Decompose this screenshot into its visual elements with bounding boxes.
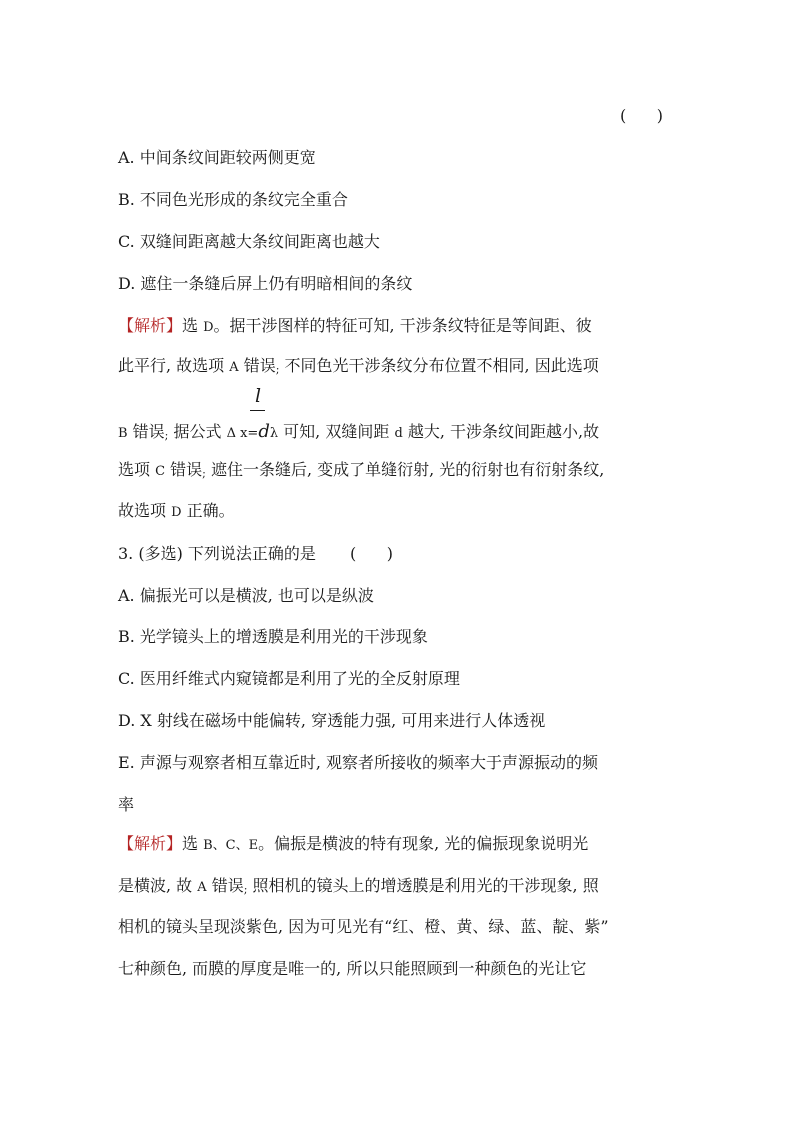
q3-option-a: A. 偏振光可以是横波, 也可以是纵波 (118, 586, 374, 605)
q2-analysis-line-2: 此平行, 故选项 A 错误; 不同色光干涉条纹分布位置不相同, 因此选项 (118, 356, 599, 376)
q2-option-b: B. 不同色光形成的条纹完全重合 (118, 190, 348, 209)
formula-fraction-bar (250, 410, 265, 411)
q3-option-c: C. 医用纤维式内窥镜都是利用了光的全反射原理 (118, 669, 460, 688)
q3-option-b: B. 光学镜头上的增透膜是利用光的干涉现象 (118, 627, 428, 646)
q3-stem: 3. (多选) 下列说法正确的是 ( ) (118, 544, 393, 563)
q2-option-d: D. 遮住一条缝后屏上仍有明暗相间的条纹 (118, 274, 413, 293)
q3-option-e-line-1: E. 声源与观察者相互靠近时, 观察者所接收的频率大于声源振动的频 (118, 753, 599, 772)
q3-analysis-line-2: 是横波, 故 A 错误; 照相机的镜头上的增透膜是利用光的干涉现象, 照 (118, 876, 599, 896)
q2-option-a: A. 中间条纹间距较两侧更宽 (118, 148, 316, 167)
formula-denominator: d (258, 421, 270, 442)
answer-letter: B、C、E (203, 838, 259, 853)
q2-option-c: C. 双缝间距离越大条纹间距离也越大 (118, 232, 380, 251)
q2-analysis-line-3: B 错误; 据公式 Δ x=dλ 可知, 双缝间距 d 越大, 干涉条纹间距越小,故 (118, 421, 600, 442)
q2-analysis-line-5: 故选项 D 正确。 (118, 501, 235, 520)
q2-analysis-line-4: 选项 C 错误; 遮住一条缝后, 变成了单缝衍射, 光的衍射也有衍射条纹, (118, 460, 605, 480)
q3-analysis-line-1: 【解析】选 B、C、E。偏振是横波的特有现象, 光的偏振现象说明光 (118, 834, 589, 853)
q3-option-e-line-2: 率 (118, 795, 135, 814)
formula-numerator: l (255, 385, 262, 407)
analysis-tag: 【解析】 (118, 316, 183, 335)
answer-letter: D (203, 320, 214, 335)
formula-lambda: λ (269, 426, 279, 441)
q3-answer-bracket: ( ) (349, 544, 393, 563)
answer-bracket: ( ) (620, 106, 663, 125)
q3-analysis-line-3: 相机的镜头呈现淡紫色, 因为可见光有“红、橙、黄、绿、蓝、靛、紫” (118, 917, 609, 936)
analysis-tag: 【解析】 (118, 834, 183, 853)
q2-analysis-line-1: 【解析】选 D。据干涉图样的特征可知, 干涉条纹特征是等间距、彼 (118, 316, 592, 335)
q3-option-d: D. X 射线在磁场中能偏转, 穿透能力强, 可用来进行人体透视 (118, 711, 546, 730)
formula-delta-x: Δ x= (226, 426, 259, 441)
q3-analysis-line-4: 七种颜色, 而膜的厚度是唯一的, 所以只能照顾到一种颜色的光让它 (118, 959, 587, 978)
